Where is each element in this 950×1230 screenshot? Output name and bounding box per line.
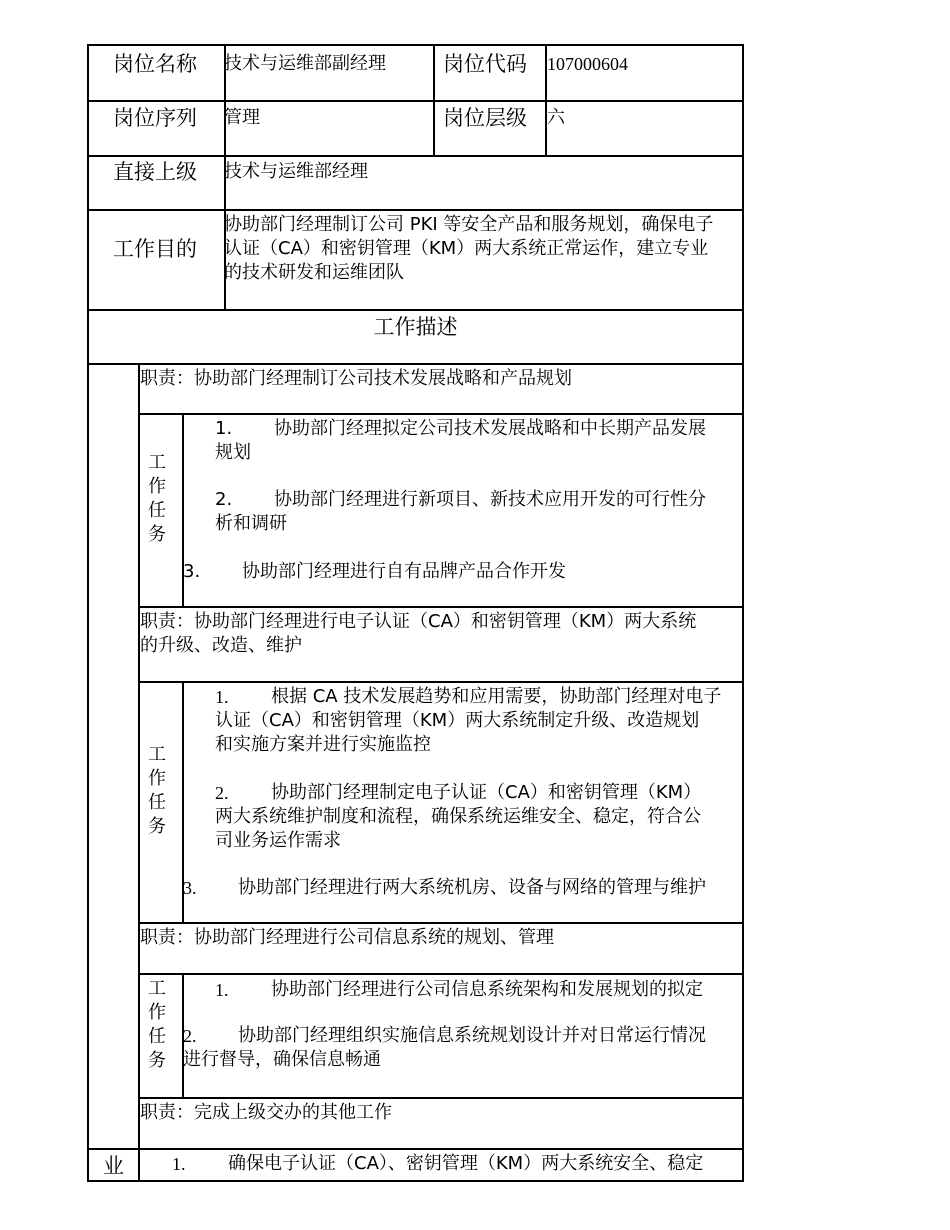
task-text: 根据 CA 技术发展趋势和应用需要，协助部门经理对电子 bbox=[271, 686, 722, 707]
task-text: 协助部门经理制定电子认证（CA）和密钥管理（KM） bbox=[271, 782, 702, 803]
task-number: 1. bbox=[215, 980, 229, 1000]
task-text: 认证（CA）和密钥管理（KM）两大系统制定升级、改造规划 bbox=[215, 710, 700, 731]
task-text: 和实施方案并进行实施监控 bbox=[215, 734, 431, 755]
purpose-line: 认证（CA）和密钥管理（KM）两大系统正常运作，建立专业 bbox=[224, 238, 709, 259]
position-level-label: 岗位层级 bbox=[443, 106, 527, 130]
position-series-value: 管理 bbox=[224, 107, 260, 128]
work-task-label: 工作任务 bbox=[148, 744, 166, 837]
task-text: 协助部门经理进行新项目、新技术应用开发的可行性分 bbox=[274, 489, 706, 510]
task-text: 确保电子认证（CA）、密钥管理（KM）两大系统安全、稳定 bbox=[228, 1153, 704, 1174]
task-number: 3. bbox=[183, 878, 197, 898]
task-number: 2. bbox=[215, 489, 233, 510]
duty-text: 职责：完成上级交办的其他工作 bbox=[140, 1102, 392, 1123]
position-code-label: 岗位代码 bbox=[443, 52, 527, 76]
work-description-title: 工作描述 bbox=[373, 315, 458, 339]
purpose-label: 工作目的 bbox=[113, 237, 197, 261]
task-text: 协助部门经理进行自有品牌产品合作开发 bbox=[242, 561, 566, 582]
task-text: 进行督导，确保信息畅通 bbox=[183, 1049, 381, 1070]
duty-text: 职责：协助部门经理进行公司信息系统的规划、管理 bbox=[140, 927, 554, 948]
position-level-value: 六 bbox=[547, 107, 565, 128]
task-number: 3. bbox=[183, 561, 201, 582]
task-text: 两大系统维护制度和流程，确保系统运维安全、稳定，符合公 bbox=[215, 806, 701, 827]
performance-label: 业 bbox=[103, 1154, 124, 1178]
task-text: 析和调研 bbox=[215, 513, 287, 534]
supervisor-value: 技术与运维部经理 bbox=[224, 161, 368, 182]
position-series-label: 岗位序列 bbox=[113, 106, 197, 130]
task-number: 1. bbox=[215, 418, 233, 439]
task-number: 1. bbox=[172, 1154, 186, 1174]
duty-text: 职责：协助部门经理进行电子认证（CA）和密钥管理（KM）两大系统 bbox=[140, 611, 697, 632]
task-text: 协助部门经理进行公司信息系统架构和发展规划的拟定 bbox=[271, 979, 703, 1000]
task-text: 协助部门经理拟定公司技术发展战略和中长期产品发展 bbox=[274, 418, 706, 439]
task-text: 协助部门经理进行两大系统机房、设备与网络的管理与维护 bbox=[238, 877, 706, 898]
position-code-value: 107000604 bbox=[547, 54, 628, 74]
work-task-label: 工作任务 bbox=[148, 978, 166, 1071]
task-text: 规划 bbox=[215, 442, 251, 463]
purpose-line: 的技术研发和运维团队 bbox=[224, 262, 404, 283]
task-number: 1. bbox=[215, 687, 229, 707]
supervisor-label: 直接上级 bbox=[113, 160, 197, 184]
work-task-label: 工作任务 bbox=[148, 452, 166, 545]
position-name-value: 技术与运维部副经理 bbox=[224, 53, 386, 74]
task-number: 2. bbox=[183, 1026, 197, 1046]
duty-text: 的升级、改造、维护 bbox=[140, 635, 302, 656]
duty-text: 职责：协助部门经理制订公司技术发展战略和产品规划 bbox=[140, 368, 572, 389]
task-text: 协助部门经理组织实施信息系统规划设计并对日常运行情况 bbox=[238, 1025, 706, 1046]
task-number: 2. bbox=[215, 783, 229, 803]
position-name-label: 岗位名称 bbox=[113, 52, 197, 76]
purpose-line: 协助部门经理制订公司 PKI 等安全产品和服务规划，确保电子 bbox=[224, 214, 714, 235]
task-text: 司业务运作需求 bbox=[215, 830, 341, 851]
